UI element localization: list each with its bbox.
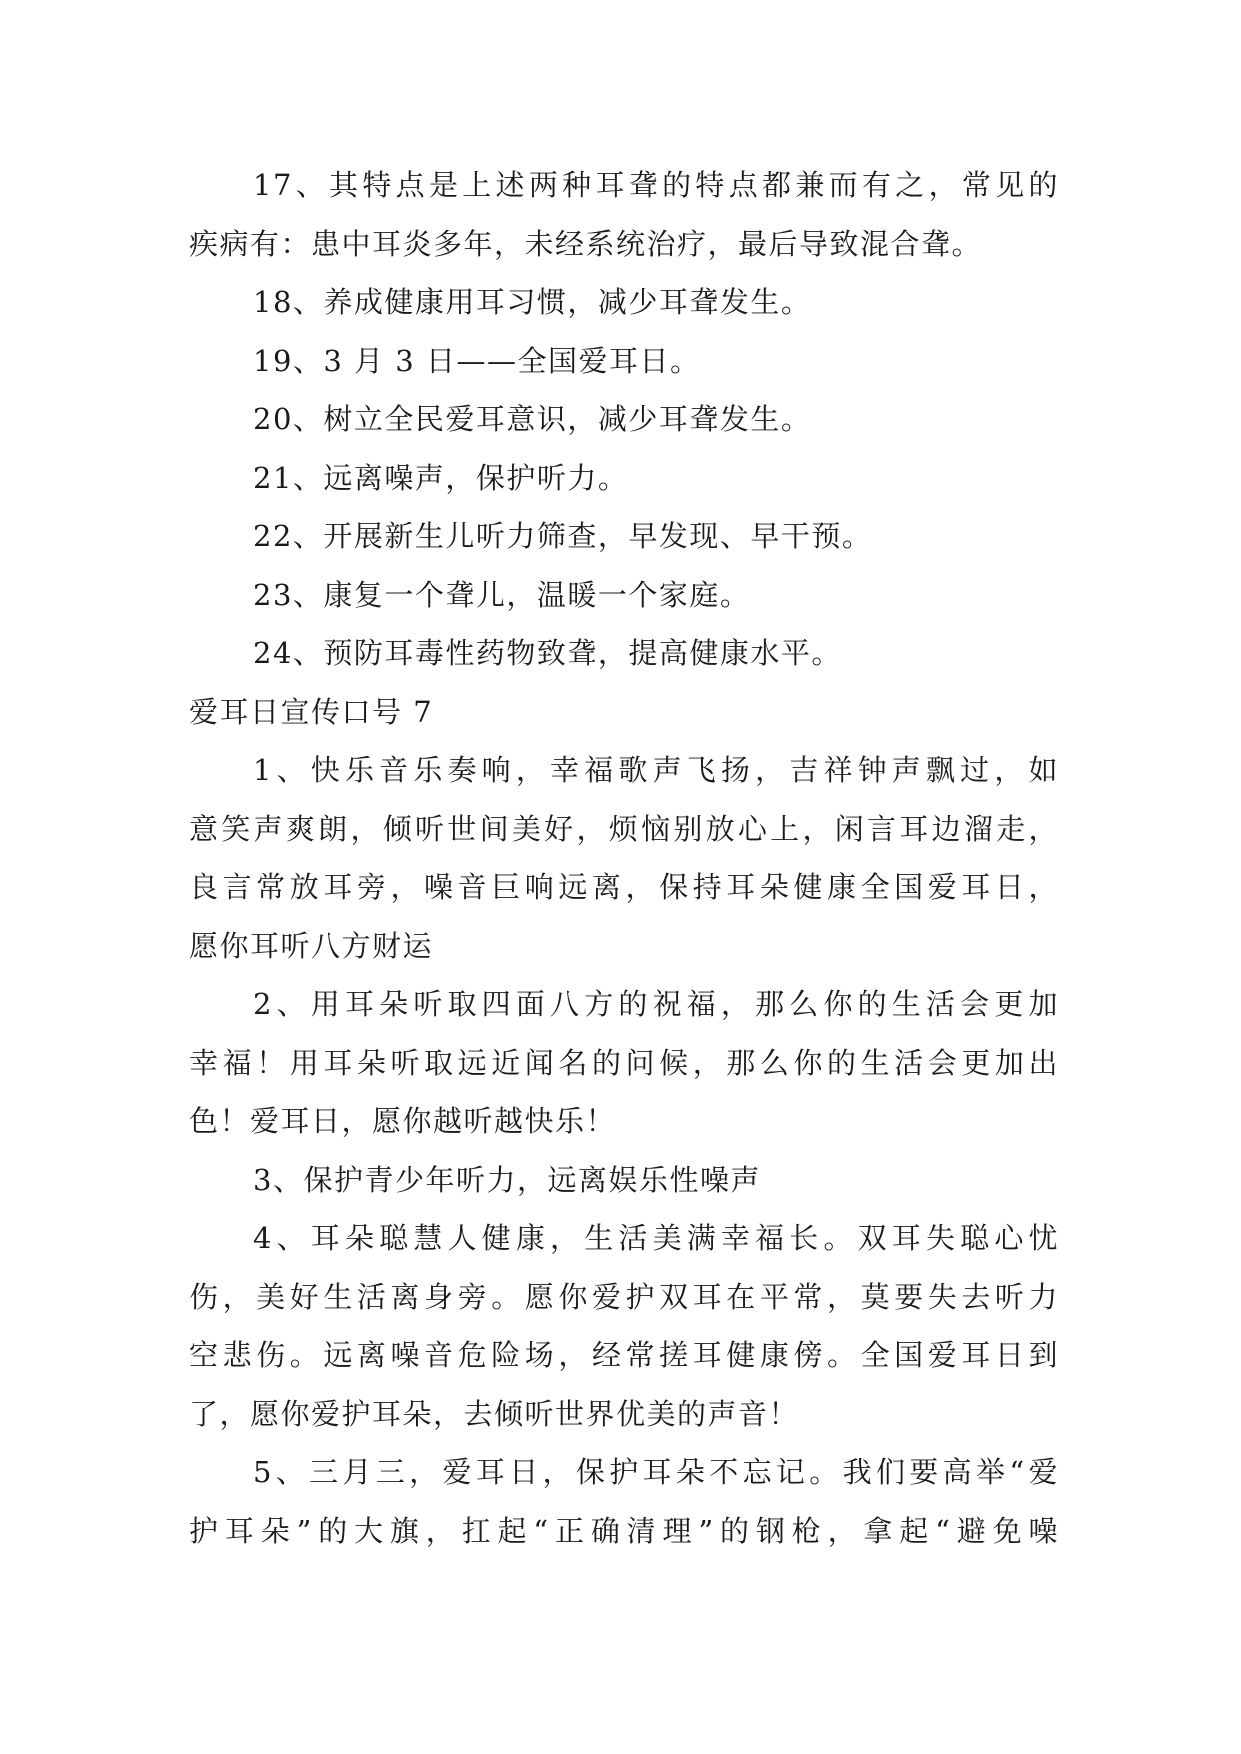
text-line: 18、养成健康用耳习惯，减少耳聋发生。 bbox=[253, 285, 812, 319]
text-line: 3、保护青少年听力，远离娱乐性噪声 bbox=[253, 1162, 761, 1197]
text-line: 24、预防耳毒性药物致聋，提高健康水平。 bbox=[253, 636, 842, 670]
text-line: 1、快乐音乐奏响，幸福歌声飞扬，吉祥钟声飘过，如 bbox=[253, 753, 1059, 787]
text-line: 色！爱耳日，愿你越听越快乐！ bbox=[189, 1104, 617, 1138]
document-body bbox=[189, 156, 1059, 1560]
text-line: 22、开展新生儿听力筛查，早发现、早干预。 bbox=[253, 519, 873, 553]
text-line: 伤，美好生活离身旁。愿你爱护双耳在平常，莫要失去听力 bbox=[189, 1279, 1059, 1314]
text-line: 23、康复一个聋儿，温暖一个家庭。 bbox=[253, 577, 751, 612]
text-line: 5、三月三，爱耳日，保护耳朵不忘记。我们要高举“爱 bbox=[253, 1455, 1059, 1489]
text-line: 17、其特点是上述两种耳聋的特点都兼而有之，常见的 bbox=[253, 168, 1059, 202]
text-line: 良言常放耳旁，噪音巨响远离，保持耳朵健康全国爱耳日， bbox=[189, 870, 1059, 904]
text-line: 愿你耳听八方财运 bbox=[189, 928, 434, 963]
text-line: 了，愿你爱护耳朵，去倾听世界优美的声音！ bbox=[189, 1396, 800, 1431]
text-line: 意笑声爽朗，倾听世间美好，烦恼别放心上，闲言耳边溜走， bbox=[189, 811, 1059, 846]
text-line: 幸福！用耳朵听取远近闻名的问候，那么你的生活会更加出 bbox=[189, 1045, 1059, 1080]
text-line: 护耳朵”的大旗，扛起“正确清理”的钢枪，拿起“避免噪 bbox=[189, 1513, 1059, 1548]
text-line: 19、3 月 3 日——全国爱耳日。 bbox=[253, 343, 701, 378]
text-line: 空悲伤。远离噪音危险场，经常搓耳健康傍。全国爱耳日到 bbox=[189, 1338, 1059, 1372]
text-line: 20、树立全民爱耳意识，减少耳聋发生。 bbox=[253, 402, 812, 436]
text-line: 2、用耳朵听取四面八方的祝福，那么你的生活会更加 bbox=[253, 987, 1059, 1021]
text-line: 疾病有：患中耳炎多年，未经系统治疗，最后导致混合聋。 bbox=[189, 226, 983, 261]
text-line: 4、耳朵聪慧人健康，生活美满幸福长。双耳失聪心忧 bbox=[253, 1221, 1059, 1255]
text-line: 21、远离噪声，保护听力。 bbox=[253, 460, 629, 495]
section-heading: 爱耳日宣传口号 7 bbox=[189, 694, 434, 729]
